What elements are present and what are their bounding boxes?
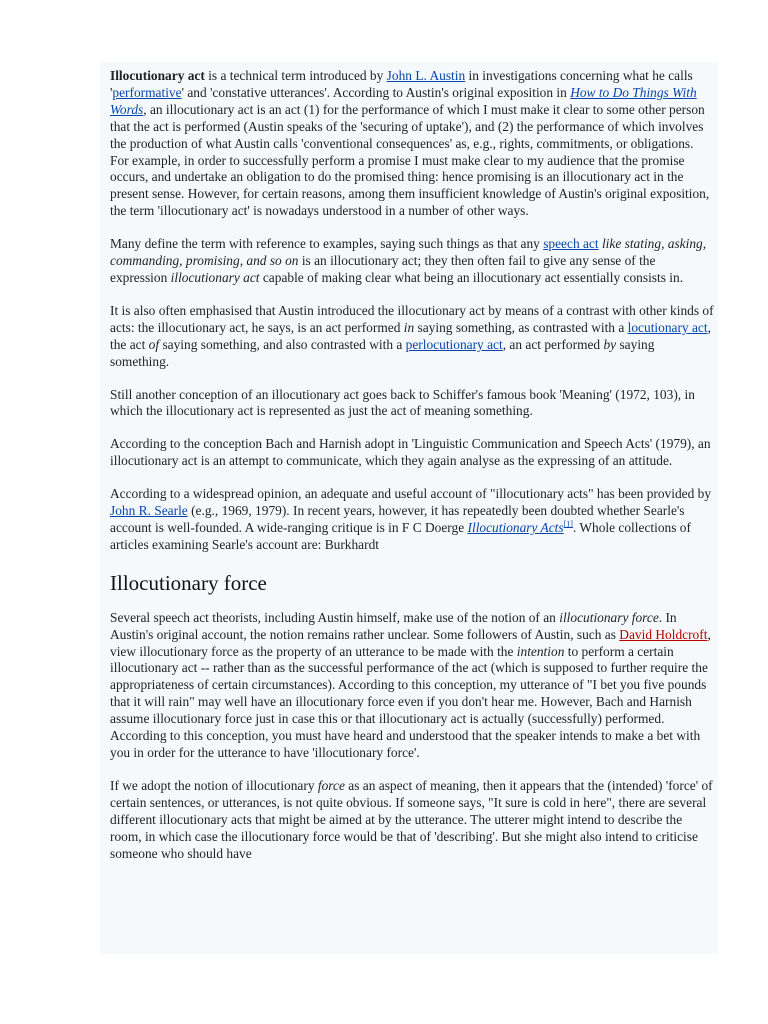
- emphasis: of: [148, 336, 160, 352]
- paragraph-force: [110, 610, 714, 762]
- link-locutionary-act[interactable]: locutionary act: [627, 319, 708, 335]
- text: . Whole collections of articles examining Searle's account are: Burkhardt: [110, 519, 691, 552]
- text: as an aspect of meaning, then it appears that the (intended) 'force' of certain sentences, or utterances, is not quite obvious. If someone says, "It sure is cold in here", there are several different illocutionary acts that might be aimed at by the utterance. The utterer might intend to describe the room, in which case the illocutionary force would be that of 'describing'. But she might also intend to criticise someone who should have: [110, 777, 713, 861]
- text: (e.g., 1969, 1979). In recent years, however, it has repeatedly been doubted whether Searle's account is well-founded. A wide-ranging critique is in F C Doerge: [110, 503, 685, 535]
- text: . In Austin's original account, the notion remains rather unclear. Some followers of Austin, such as: [110, 609, 677, 642]
- text: is an illocutionary act; they then often fail to give any sense of the expression: [110, 253, 656, 285]
- paragraph-examples: [110, 236, 714, 287]
- text: in investigations concerning what he calls ': [110, 68, 693, 100]
- reference-marker[interactable]: [564, 519, 573, 528]
- text: , view illocutionary force as the property of an utterance to be made with the: [110, 626, 711, 659]
- text: It is also often emphasised that Austin introduced the illocutionary act by means of a contrast with other kinds of acts: the illocutionary act, he says, is an act performed: [110, 302, 714, 335]
- section-heading-illocutionary-force: Illocutionary force: [110, 570, 267, 595]
- link-john-austin[interactable]: John L. Austin: [386, 68, 466, 83]
- emphasis: like stating, asking, commanding, promising, and so on: [110, 236, 707, 269]
- paragraph-bach-harnish: According to the conception Bach and Harnish adopt in 'Linguistic Communication and Speech Acts' (1979), an illocutionary act is an attempt to communicate, which they again analyse as the expressing of an attitude.: [110, 436, 711, 469]
- emphasis: by: [603, 336, 617, 352]
- paragraph-definition: [110, 68, 714, 220]
- text: capable of making clear what being an illocutionary act essentially consists in.: [259, 269, 684, 285]
- text: According to a widespread opinion, an adequate and useful account of "illocutionary acts" has been provided by: [110, 486, 712, 502]
- document-page: [100, 62, 718, 954]
- text: saying something.: [110, 336, 655, 369]
- text: is a technical term introduced by: [204, 68, 387, 83]
- text: Many define the term with reference to examples, saying such things as that any: [110, 236, 544, 252]
- text: saying something, and also contrasted with a: [159, 336, 406, 352]
- term-illocutionary-act: Illocutionary act: [110, 68, 205, 83]
- text: , an illocutionary act is an act (1) for the performance of which I must make it clear to some other person that the act is performed (Austin speaks of the 'securing of uptake'), and (2) the performance of which involves the production of what Austin calls 'conventional consequences' as, e.g., rights, commitments, or obligations. For example, in order to successfully perform a promise I must make clear to my audience that the promise occurs, and undertake an obligation to do the promised thing: hence promising is an illocutionary act in the present sense. However, for certain reasons, among them insufficient knowledge of Austin's original exposition, the term 'illocutionary act' is nowadays understood in a number of other ways.: [110, 101, 710, 219]
- emphasis: illocutionary force: [559, 609, 659, 625]
- emphasis: illocutionary act: [170, 269, 260, 285]
- emphasis: in: [403, 319, 415, 335]
- link-speech-act[interactable]: speech act: [543, 236, 599, 252]
- text: saying something, as contrasted with a: [414, 319, 628, 335]
- text: If we adopt the notion of illocutionary: [110, 777, 318, 793]
- text: , the act: [110, 319, 711, 352]
- text: Several speech act theorists, including Austin himself, make use of the notion of an: [110, 609, 560, 625]
- reference-link[interactable]: [1]: [563, 519, 573, 529]
- link-text: How to Do Things With Words: [110, 84, 697, 117]
- paragraph-contrast: [110, 303, 714, 371]
- text: ' and 'constative utterances'. According to Austin's original exposition in: [181, 84, 571, 100]
- link-david-holdcroft[interactable]: David Holdcroft: [619, 626, 708, 642]
- paragraph-schiffer: Still another conception of an illocutionary act goes back to Schiffer's famous book 'Meaning' (1972, 103), in which the illocutionary act is represented as just the act of meaning something.: [110, 386, 695, 419]
- article-body: [110, 68, 714, 878]
- emphasis: intention: [516, 643, 565, 659]
- text: , an act performed: [502, 336, 604, 352]
- link-illocutionary-acts-book[interactable]: [468, 520, 564, 535]
- link-john-searle[interactable]: John R. Searle: [110, 503, 188, 519]
- paragraph-force-meaning: [110, 778, 714, 863]
- link-text: Illocutionary Acts: [467, 519, 564, 535]
- emphasis: force: [317, 777, 345, 793]
- link-performative[interactable]: performative: [112, 84, 182, 100]
- link-perlocutionary-act[interactable]: perlocutionary act: [405, 336, 503, 352]
- text: to perform a certain illocutionary act -- rather than as the successful performance of the act (which is supposed to further require the appropriateness of certain circumstances). According to this conception, my utterance of "I bet you five pounds that it will rain" may well have an illocutionary force even if you don't hear me. However, Bach and Harnish assume illocutionary force just in case this or that illocutionary act is actually (successfully) performed. According to this conception, you must have heard and understood that the speaker intends to make a bet with you in order for the utterance to have 'illocutionary force'.: [110, 643, 708, 760]
- paragraph-searle: [110, 486, 714, 554]
